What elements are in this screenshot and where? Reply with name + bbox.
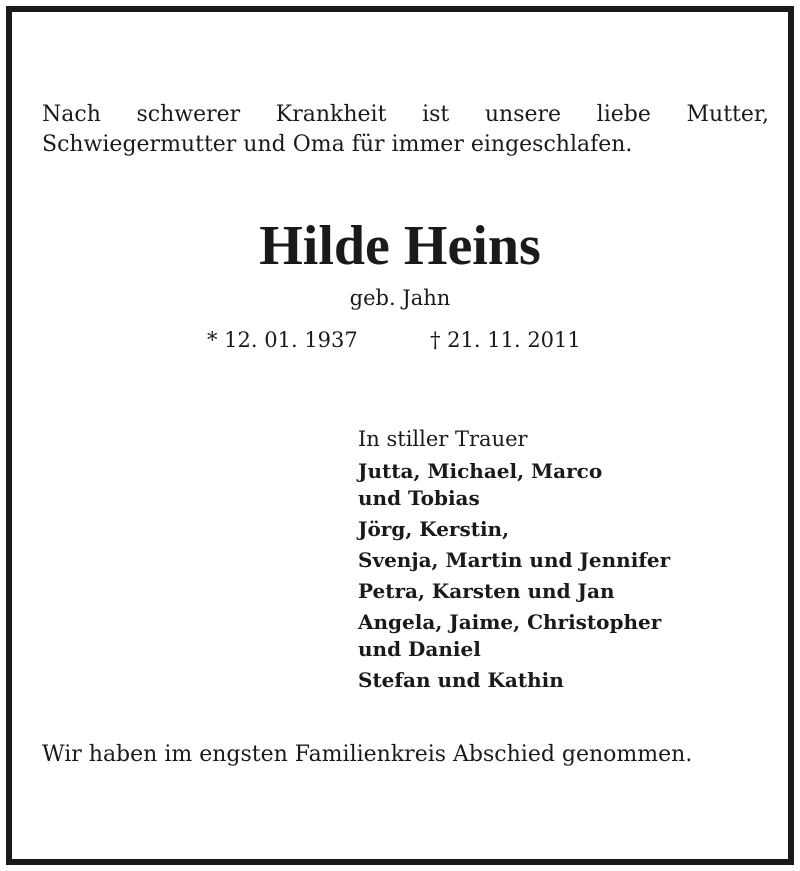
- mourner-line: Svenja, Martin und Jennifer: [358, 548, 671, 572]
- mourner-group: [358, 547, 670, 574]
- mourner-group: [358, 667, 670, 694]
- mourner-group: [358, 458, 670, 512]
- death-date: † 21. 11. 2011: [430, 328, 581, 352]
- mourner-line: und Daniel: [358, 637, 481, 661]
- mourner-line: Angela, Jaime, Christopher: [358, 610, 662, 634]
- closing-text: Wir haben im engsten Familienkreis Abschied genommen.: [42, 742, 693, 767]
- mourner-group: [358, 578, 670, 605]
- mourner-line: Petra, Karsten und Jan: [358, 579, 615, 603]
- mourner-group: [358, 609, 670, 663]
- birth-date: * 12. 01. 1937: [207, 328, 358, 352]
- intro-text: [42, 100, 769, 160]
- mourner-line: Jörg, Kerstin,: [358, 517, 510, 541]
- mourner-line: und Tobias: [358, 486, 480, 510]
- obituary-frame: [6, 6, 794, 865]
- deceased-name: Hilde Heins: [259, 215, 541, 277]
- mourning-heading: In stiller Trauer: [358, 427, 528, 451]
- intro-line-1: Nach schwerer Krankheit ist unsere liebe Mutter,: [42, 102, 769, 127]
- intro-line-2: Schwiegermutter und Oma für immer eingeschlafen.: [42, 132, 633, 157]
- mourner-group: [358, 516, 670, 543]
- mourners-block: [358, 426, 670, 698]
- mourner-line: Jutta, Michael, Marco: [358, 459, 603, 483]
- mourner-line: Stefan und Kathin: [358, 668, 564, 692]
- maiden-name: geb. Jahn: [349, 286, 451, 310]
